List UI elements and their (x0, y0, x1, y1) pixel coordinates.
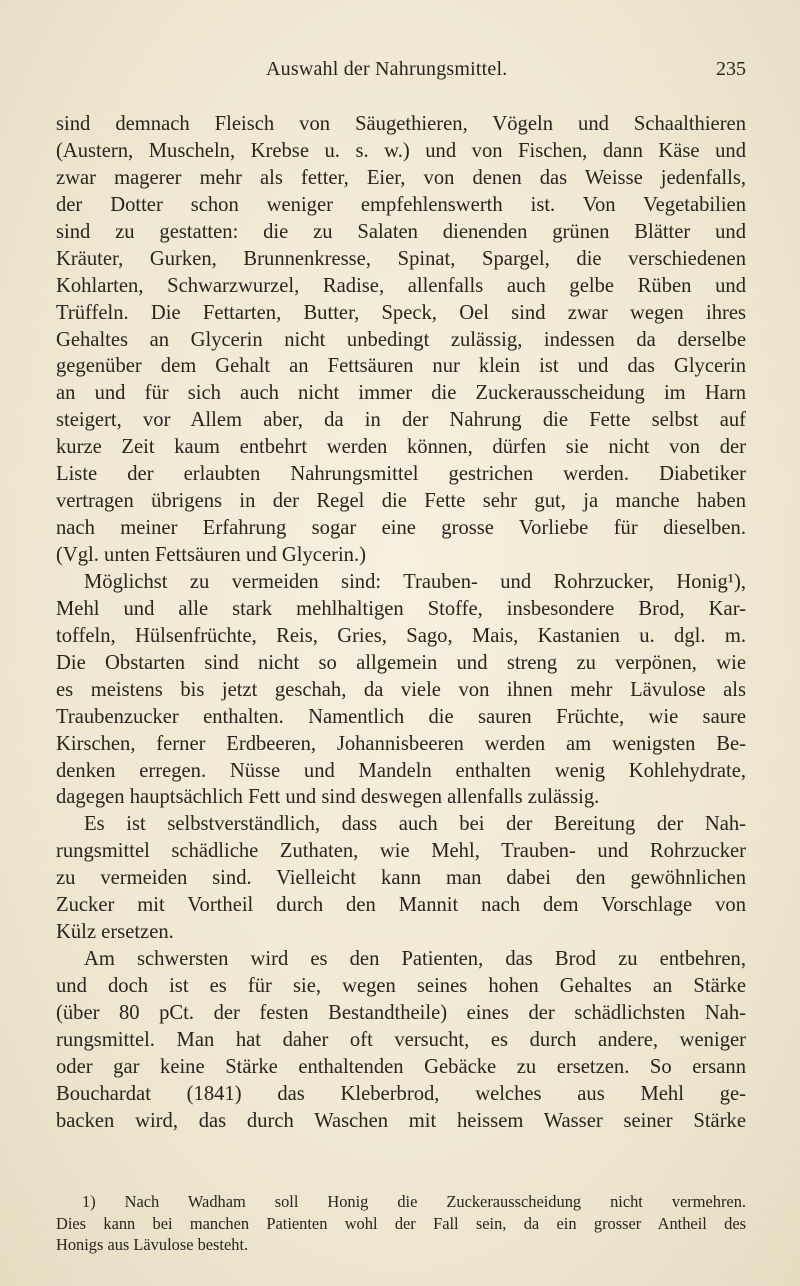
text-line: Kräuter, Gurken, Brunnenkresse, Spinat, Spargel, die verschiedenen (56, 247, 746, 270)
text-line: (Austern, Muscheln, Krebse u. s. w.) und von Fischen, dann Käse und (56, 139, 746, 162)
text-line: an und für sich auch nicht immer die Zuckerausscheidung im Harn (56, 382, 746, 405)
text-line: es meistens bis jetzt geschah, da viele von ihnen mehr Lävulose als (56, 678, 746, 701)
text-line: backen wird, das durch Waschen mit heissem Wasser seiner Stärke (56, 1109, 746, 1132)
text-line: gegenüber dem Gehalt an Fettsäuren nur klein ist und das Glycerin (56, 355, 746, 378)
text-line: Kohlarten, Schwarzwurzel, Radise, allenfalls auch gelbe Rüben und (56, 274, 746, 297)
footnote-line: 1) Nach Wadham soll Honig die Zuckerausscheidung nicht vermehren. (82, 1192, 746, 1211)
text-line: Am schwersten wird es den Patienten, das Brod zu entbehren, (84, 948, 746, 971)
text-line: Traubenzucker enthalten. Namentlich die sauren Früchte, wie saure (56, 705, 746, 728)
text-line: dagegen hauptsächlich Fett und sind deswegen allenfalls zulässig. (56, 786, 600, 809)
text-line: Mehl und alle stark mehlhaltigen Stoffe, insbesondere Brod, Kar- (56, 597, 746, 620)
text-line: sind demnach Fleisch von Säugethieren, Vögeln und Schaalthieren (56, 113, 746, 135)
text-line: Gehaltes an Glycerin nicht unbedingt zulässig, indessen da derselbe (56, 328, 746, 351)
text-line: Trüffeln. Die Fettarten, Butter, Speck, Oel sind zwar wegen ihres (56, 301, 746, 324)
text-line: oder gar keine Stärke enthaltenden Gebäcke zu ersetzen. So ersann (56, 1055, 746, 1078)
text-line: rungsmittel. Man hat daher oft versucht, es durch andere, weniger (56, 1028, 746, 1051)
text-line: Külz ersetzen. (56, 921, 174, 944)
text-line: zu vermeiden sind. Vielleicht kann man dabei den gewöhnlichen (56, 867, 746, 890)
text-line: Die Obstarten sind nicht so allgemein und streng zu verpönen, wie (56, 651, 746, 674)
text-line: (Vgl. unten Fettsäuren und Glycerin.) (56, 544, 366, 566)
text-line: (über 80 pCt. der festen Bestandtheile) eines der schädlichsten Nah- (56, 1001, 746, 1024)
page-header (56, 58, 746, 88)
footnotes (56, 1191, 746, 1256)
text-line: nach meiner Erfahrung sogar eine grosse Vorliebe für dieselben. (56, 517, 746, 540)
text-line: und doch ist es für sie, wegen seines hohen Gehaltes an Stärke (56, 975, 746, 997)
running-title: Auswahl der Nahrungsmittel. (266, 58, 508, 80)
footnote-line: Honigs aus Lävulose besteht. (56, 1235, 249, 1254)
text-line: Möglichst zu vermeiden sind: Trauben- und Rohrzucker, Honig¹), (84, 570, 746, 593)
text-line: sind zu gestatten: die zu Salaten dienenden grünen Blätter und (56, 220, 746, 243)
text-line: zwar magerer mehr als fetter, Eier, von denen das Weisse jedenfalls, (56, 166, 746, 189)
text-line: vertragen übrigens in der Regel die Fette sehr gut, ja manche haben (56, 490, 746, 513)
text-line: Zucker mit Vortheil durch den Mannit nach dem Vorschlage von (56, 894, 746, 917)
body-text (56, 111, 746, 1135)
text-line: toffeln, Hülsenfrüchte, Reis, Gries, Sago, Mais, Kastanien u. dgl. m. (56, 624, 746, 647)
footnote-line: Dies kann bei manchen Patienten wohl der Fall sein, da ein grosser Antheil des (56, 1213, 746, 1233)
text-line: Liste der erlaubten Nahrungsmittel gestrichen werden. Diabetiker (56, 463, 746, 486)
text-line: steigert, vor Allem aber, da in der Nahrung die Fette selbst auf (56, 409, 746, 432)
text-line: rungsmittel schädliche Zuthaten, wie Mehl, Trauben- und Rohrzucker (56, 840, 746, 863)
text-line: Bouchardat (1841) das Kleberbrod, welches aus Mehl ge- (56, 1082, 746, 1105)
text-line: der Dotter schon weniger empfehlenswerth ist. Von Vegetabilien (56, 193, 746, 216)
text-line: kurze Zeit kaum entbehrt werden können, dürfen sie nicht von der (56, 436, 746, 459)
text-line: Es ist selbstverständlich, dass auch bei der Bereitung der Nah- (84, 813, 746, 836)
page-number: 235 (716, 58, 746, 80)
text-line: denken erregen. Nüsse und Mandeln enthalten wenig Kohlehydrate, (56, 759, 746, 782)
text-line: Kirschen, ferner Erdbeeren, Johannisbeeren werden am wenigsten Be- (56, 732, 746, 755)
